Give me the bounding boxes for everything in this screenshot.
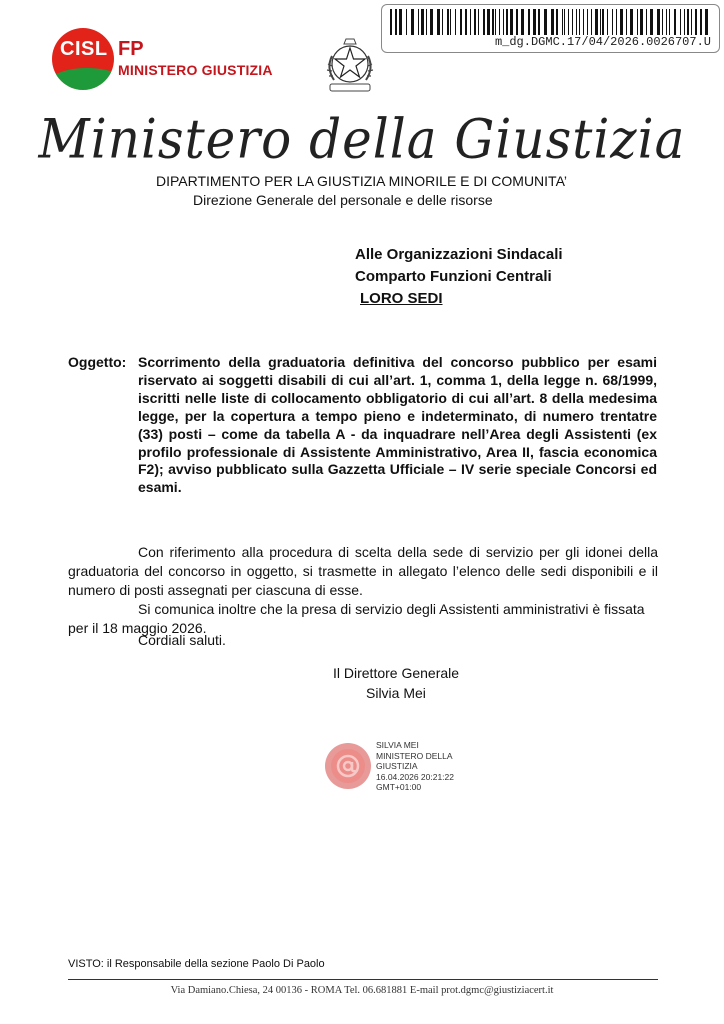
barcode-bar [447, 9, 449, 35]
barcode-bar [646, 9, 647, 35]
barcode-bar [626, 9, 627, 35]
logo-ministry-text: MINISTERO GIUSTIZIA [118, 62, 273, 78]
barcode-bar [612, 9, 613, 35]
barcode-bar [492, 9, 494, 35]
barcode-bar [591, 9, 592, 35]
barcode-bar [579, 9, 580, 35]
barcode-bar [674, 9, 676, 35]
barcode-bar [421, 9, 424, 35]
barcode-bar [691, 9, 692, 35]
barcode-bar [562, 9, 563, 35]
subject-text: Scorrimento della graduatoria definitiva del concorso pubblico per esami riservato ai soggetti disabili di cui all’art. 1, comma 1, della legge n. 68/1999, iscritti nelle liste di collocamento obbligatorio di cui all’art. 8 della medesima legge, per la copertura a tempo pieno e indeterminato, di numero trentatre (33) posti – come da tabella A - da inquadrare nell’Area degli Assistenti (ex profilo professionale di Assistente Amministrativo, Area II, fascia economica F2); avviso pubblicato sulla Gazzetta Ufficiale – IV serie speciale Concorsi ed esami. [138, 354, 657, 496]
body-paragraph: Si comunica inoltre che la presa di servizio degli Assistenti amministrativi è fissata per il 18 maggio 2026. [68, 601, 645, 636]
recipient-line: Comparto Funzioni Centrali [355, 268, 552, 285]
footer-address: Via Damiano.Chiesa, 24 00136 - ROMA Tel. 06.681881 E-mail prot.dgmc@giustiziacert.it [170, 985, 554, 996]
barcode-bar [576, 9, 577, 35]
barcode-bar [399, 9, 402, 35]
barcode-bar [390, 9, 392, 35]
barcode-bar [442, 9, 443, 35]
barcode-bar [533, 9, 536, 35]
barcode-bar [487, 9, 490, 35]
seal-line: MINISTERO DELLA [376, 750, 453, 761]
barcode-bar [495, 9, 496, 35]
barcode-bar [583, 9, 584, 35]
signer-name: Silvia Mei [366, 685, 426, 701]
closing-salutation: Cordiali saluti. [138, 632, 226, 648]
barcode-bar [700, 9, 702, 35]
recipient-line: LORO SEDI [360, 290, 443, 307]
protocol-stamp [381, 4, 720, 53]
barcode-bar [680, 9, 681, 35]
barcode-bar [564, 9, 565, 35]
digital-signature-seal-icon [323, 741, 373, 791]
barcode-bar [657, 9, 660, 35]
signature-seal-text [376, 740, 486, 793]
cisl-fp-logo [52, 28, 282, 92]
barcode-bar [684, 9, 685, 35]
ministry-title: Ministero della Giustizia [38, 107, 686, 171]
barcode-bar [640, 9, 643, 35]
barcode-bar [587, 9, 588, 35]
logo-fp-text: FP [118, 38, 144, 60]
barcode-bar [516, 9, 518, 35]
visto-note: VISTO: il Responsabile della sezione Paolo Di Paolo [68, 958, 325, 970]
barcode-bar [426, 9, 427, 35]
barcode-bar [455, 9, 456, 35]
signer-role: Il Direttore Generale [333, 665, 460, 681]
barcode-bar [650, 9, 653, 35]
barcode-bar [538, 9, 540, 35]
barcode-bar [687, 9, 689, 35]
logo-cisl-text: CISL [60, 38, 108, 60]
barcode-bar [556, 9, 558, 35]
barcode-bar [600, 9, 601, 35]
barcode-bar [616, 9, 617, 35]
barcode-bar [666, 9, 667, 35]
barcode-bar [521, 9, 524, 35]
direction-name: Direzione Generale del personale e delle risorse [193, 192, 493, 208]
seal-line: GIUSTIZIA [376, 761, 418, 771]
seal-line: SILVIA MEI [376, 740, 419, 750]
barcode-bar [474, 9, 476, 35]
barcode-bar [460, 9, 462, 35]
barcode-bar [395, 9, 397, 35]
barcode-bar [705, 9, 708, 35]
barcode-bar [662, 9, 663, 35]
barcode-bar [411, 9, 414, 35]
barcode-bar [506, 9, 508, 35]
department-name: DIPARTIMENTO PER LA GIUSTIZIA MINORILE E DI COMUNITA’ [156, 173, 567, 189]
protocol-number: m_dg.DGMC.17/04/2026.0026707.U [494, 35, 711, 49]
barcode-bar [528, 9, 530, 35]
barcode-bar [607, 9, 608, 35]
barcode-bar [450, 9, 451, 35]
barcode-bar [430, 9, 433, 35]
barcode-bar [551, 9, 554, 35]
barcode-bar [406, 9, 407, 35]
footer-divider [68, 979, 658, 980]
barcode-bar [595, 9, 598, 35]
barcode-bar [630, 9, 633, 35]
barcode-bar [465, 9, 467, 35]
barcode-bar [602, 9, 604, 35]
barcode-bar [470, 9, 471, 35]
barcode-bar [437, 9, 440, 35]
barcode-bar [669, 9, 670, 35]
seal-line: 16.04.2026 20:21:22 [376, 771, 454, 782]
barcode-bar [620, 9, 623, 35]
barcode-bar [418, 9, 419, 35]
barcode-bar [572, 9, 573, 35]
recipient-line: Alle Organizzazioni Sindacali [355, 246, 563, 263]
body-paragraph: Con riferimento alla procedura di scelta della sede di servizio per gli idonei della graduatoria del concorso in oggetto, si trasmette in allegato l’elenco delle sedi disponibili e il numero di posti assegnati per ciascuna di esse. [68, 544, 658, 598]
barcode-bar [499, 9, 500, 35]
seal-line: GMT+01:00 [376, 782, 422, 792]
subject-label: Oggetto: [68, 354, 127, 370]
barcode-bar [483, 9, 485, 35]
barcode-bar [478, 9, 479, 35]
barcode-icon [388, 9, 712, 35]
barcode-bar [568, 9, 569, 35]
barcode-bar [544, 9, 547, 35]
barcode-bar [503, 9, 504, 35]
barcode-bar [637, 9, 638, 35]
barcode-bar [510, 9, 513, 35]
barcode-bar [695, 9, 697, 35]
italian-republic-emblem-icon [322, 34, 378, 96]
